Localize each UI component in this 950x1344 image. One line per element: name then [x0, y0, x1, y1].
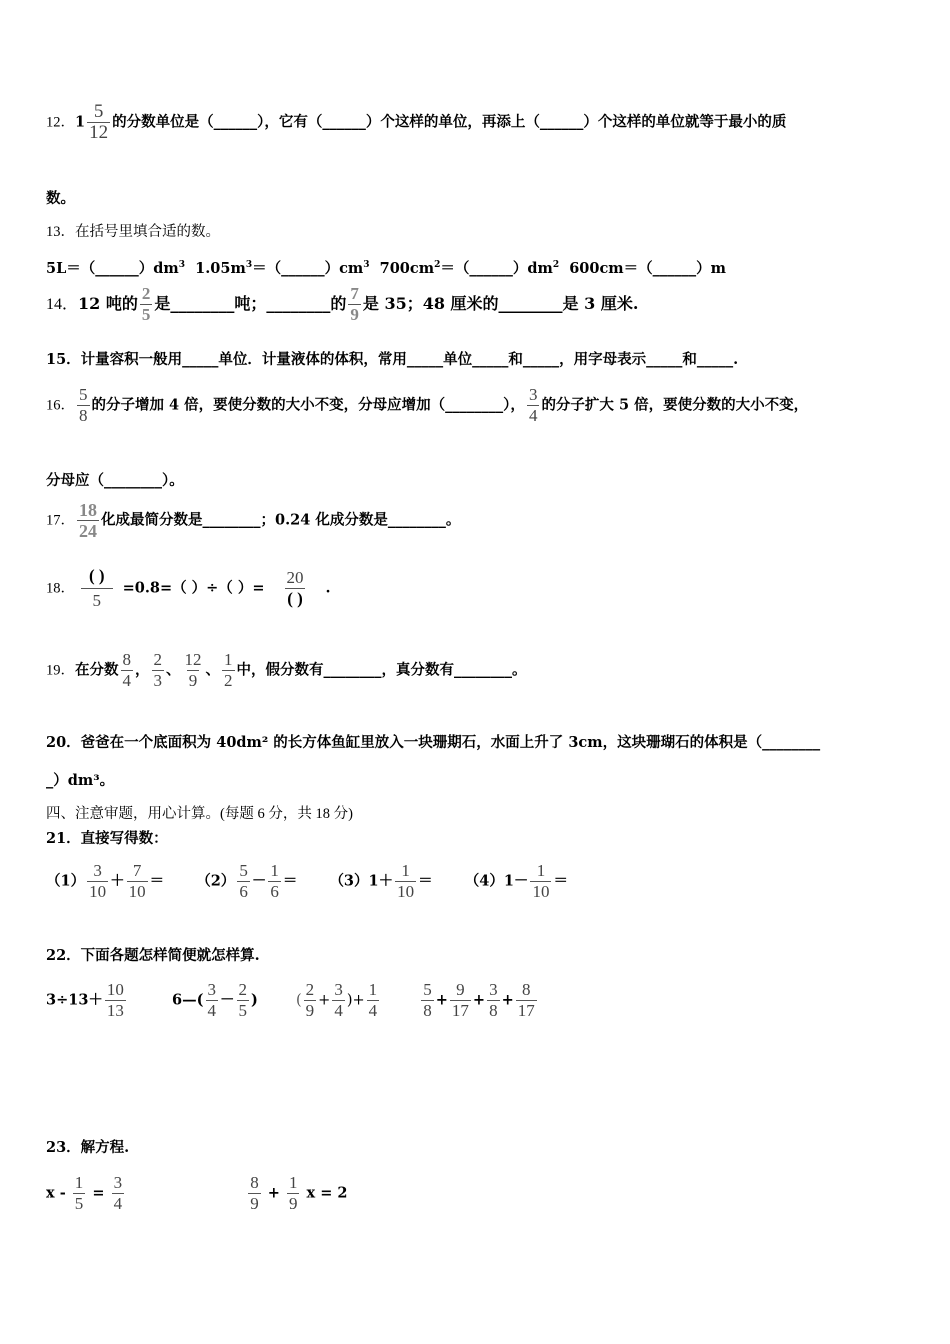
mixed-whole: 1: [75, 113, 86, 131]
question-17: [46, 500, 460, 541]
question-19: [46, 650, 527, 691]
fraction: $\frac{2}{9}$: [305, 980, 315, 1020]
separator: 、: [205, 661, 220, 679]
fraction: $\frac{5}{8}$: [423, 980, 432, 1020]
question-text: 21．直接写得数：: [46, 830, 168, 847]
fraction: $\frac{2}{3}$: [153, 650, 162, 690]
superscript: 2: [434, 260, 441, 270]
question-text: 是________吨；________的: [154, 294, 347, 313]
blank-c2: ＝（______）dm: [440, 259, 553, 277]
question-number: 12．: [46, 114, 75, 131]
part-label: （3）1＋: [329, 872, 394, 890]
fraction: $\frac{3}{4}$: [113, 1173, 123, 1213]
fraction: $\frac{1}{10}$: [532, 861, 550, 901]
question-text: 是 35；48 厘米的________是 3 厘米.: [362, 294, 639, 313]
operator: －: [251, 872, 267, 890]
fraction: $\frac{5}{12}$: [89, 101, 109, 143]
section-4-title: [46, 804, 353, 824]
question-15: [46, 350, 738, 370]
question-20-cont: [46, 771, 114, 791]
operator: +: [435, 991, 448, 1009]
separator: ，: [135, 661, 150, 679]
blank-b: 1.05m: [195, 259, 246, 277]
question-20: [46, 733, 820, 753]
part-label: （2）: [196, 872, 236, 890]
separator: 、: [166, 661, 181, 679]
question-text: 22．下面各题怎样简便就怎样算.: [46, 947, 260, 964]
question-text: 数。: [46, 190, 75, 207]
fraction: $\frac{3}{8}$: [489, 980, 498, 1020]
expression-text: (: [296, 992, 302, 1009]
expression-text: )+: [346, 992, 365, 1009]
operator: ＋: [110, 872, 125, 890]
question-number: 17．: [46, 512, 75, 529]
question-number: 19．: [46, 662, 75, 679]
question-16: [46, 385, 808, 426]
fraction: $\frac{8}{17}$: [517, 980, 535, 1020]
fraction: $\frac{3}{10}$: [89, 861, 107, 901]
question-text: 的分子扩大 5 倍，要使分数的大小不变，: [541, 396, 809, 414]
question-number: 16．: [46, 397, 75, 414]
question-text: _）dm³。: [46, 772, 115, 789]
blank-d: 600cm＝（______）m: [569, 259, 726, 277]
equation-text: x -: [46, 1184, 66, 1202]
fraction: ( ) 5: [77, 564, 117, 613]
blank-a: 5L＝（______）dm: [46, 259, 179, 277]
question-16-cont: [46, 471, 184, 491]
fraction: $\frac{3}{4}$: [528, 385, 538, 425]
fraction: $\frac{8}{4}$: [122, 650, 131, 690]
equals: ＝: [418, 872, 433, 890]
question-text: 的分子增加 4 倍，要使分数的大小不变，分母应增加（________），: [91, 396, 525, 414]
question-12: [46, 102, 786, 143]
question-text: =0.8=（ ）÷（ ）=: [122, 579, 265, 597]
question-text: 12 吨的: [78, 294, 138, 313]
expression-text: 6—(: [172, 991, 204, 1009]
fraction: $\frac{5}{8}$: [79, 385, 88, 425]
question-number: 18．: [46, 580, 75, 597]
question-text: 13．在括号里填合适的数。: [46, 224, 220, 240]
superscript: 3: [178, 260, 186, 270]
expression-text: 3÷13＋: [46, 991, 103, 1009]
fraction: $\frac{1}{6}$: [270, 861, 279, 901]
question-21-title: [46, 829, 168, 849]
fraction: $\frac{1}{2}$: [224, 650, 233, 690]
fraction: $\frac{7}{10}$: [128, 861, 146, 901]
question-number: 14．: [46, 296, 79, 313]
operator: +: [267, 1184, 280, 1202]
question-23-title: [46, 1138, 129, 1158]
fraction: 20 ( ): [286, 568, 304, 608]
fraction: $\frac{2}{5}$: [238, 980, 247, 1020]
operator: +: [472, 991, 486, 1009]
blank-c: 700cm: [379, 259, 435, 277]
fraction: $\frac{5}{6}$: [239, 861, 248, 901]
operator: +: [501, 991, 514, 1009]
fraction: $\frac{8}{9}$: [250, 1173, 259, 1213]
question-22-body: [46, 980, 539, 1021]
question-14: [46, 284, 638, 325]
equation-text: x = 2: [306, 1184, 348, 1202]
operator: +: [318, 992, 331, 1009]
fraction: $\frac{1}{10}$: [397, 861, 415, 901]
part-label: （4）1－: [464, 872, 529, 890]
question-text: 中，假分数有________，真分数有________。: [236, 661, 527, 679]
question-text: 23．解方程.: [46, 1139, 130, 1156]
expression-text: ): [251, 991, 258, 1009]
fraction: $\frac{1}{5}$: [74, 1173, 84, 1213]
question-12-cont: [46, 189, 75, 209]
fraction: $\frac{3}{4}$: [207, 980, 216, 1020]
fraction: $\frac{9}{17}$: [451, 980, 469, 1020]
question-21-body: [46, 861, 568, 902]
equals: ＝: [553, 872, 568, 890]
question-18: [46, 564, 331, 613]
fraction: $\frac{3}{4}$: [334, 980, 343, 1020]
question-text: 的分数单位是（______），它有（______）个这样的单位，再添上（______）个这样的单位就等于最小的质: [112, 113, 787, 131]
operator: －: [220, 991, 235, 1009]
superscript: 2: [552, 260, 560, 270]
section-title: 四、注意审题，用心计算。(每题 6 分，共 18 分): [46, 806, 353, 822]
question-23-body: [46, 1173, 348, 1214]
question-text: 15．计量容积一般用_____单位．计量液体的体积，常用_____单位_____和_____，用字母表示_____和_____.: [46, 351, 739, 368]
question-text: .: [325, 579, 331, 597]
blank-b2: ＝（______）cm: [252, 259, 364, 277]
fraction: $\frac{2}{5}$: [141, 284, 151, 324]
superscript: 3: [363, 260, 370, 270]
fraction: $\frac{18}{24}$: [79, 500, 97, 541]
question-13-title: [46, 222, 220, 242]
question-text: 在分数: [75, 661, 119, 679]
question-22-title: [46, 946, 260, 966]
fraction: $\frac{7}{9}$: [350, 284, 359, 324]
equals: =: [92, 1184, 105, 1202]
question-text: 20．爸爸在一个底面积为 40dm² 的长方体鱼缸里放入一块珊期石，水面上升了 3cm，这块珊瑚石的体积是（________: [46, 734, 821, 751]
equals: ＝: [149, 872, 165, 890]
fraction: $\frac{1}{9}$: [288, 1173, 298, 1213]
question-13-body: [46, 255, 726, 279]
question-text: 分母应（________）。: [46, 472, 184, 489]
superscript: 3: [245, 260, 253, 270]
question-text: 化成最简分数是________；0.24 化成分数是________。: [101, 511, 461, 529]
fraction: $\frac{12}{9}$: [184, 650, 202, 690]
part-label: （1）: [46, 872, 86, 890]
fraction: $\frac{10}{13}$: [106, 980, 124, 1020]
fraction: $\frac{1}{4}$: [368, 980, 378, 1020]
equals: ＝: [282, 872, 298, 890]
